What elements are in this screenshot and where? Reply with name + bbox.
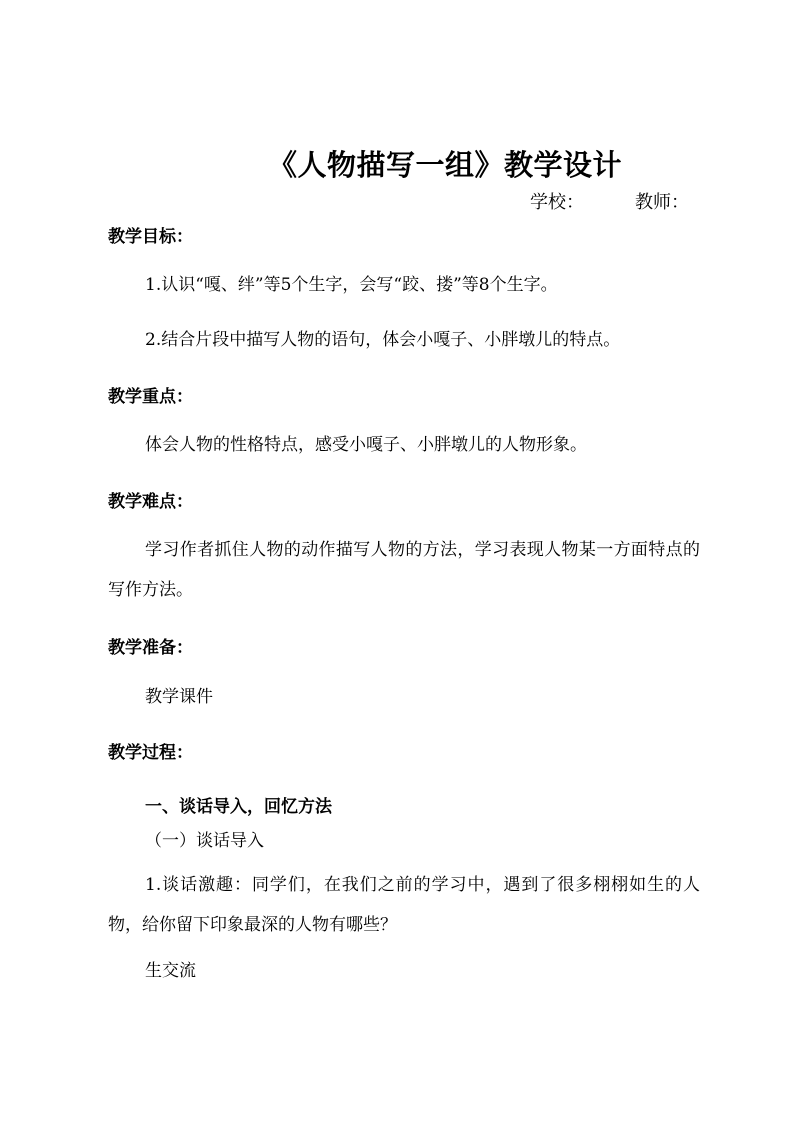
step-1-sub: （一）谈话导入 [145,831,264,851]
goals-heading: 教学目标： [108,227,193,247]
difficult-text: 学习作者抓住人物的动作描写人物的方法，学习表现人物某一方面特点的写作方法。 [108,540,700,600]
prep-heading: 教学准备： [108,638,193,658]
document-title: 《人物描写一组》教学设计 [267,148,622,182]
key-heading: 教学重点： [108,387,193,407]
step-1-response: 生交流 [145,961,196,981]
key-text: 体会人物的性格特点，感受小嘎子、小胖墩儿的人物形象。 [145,435,587,455]
step-1-heading: 一、谈话导入，回忆方法 [145,797,332,817]
step-1-item: 1.谈话激趣：同学们，在我们之前的学习中，遇到了很多栩栩如生的人物，给你留下印象最深的人物有哪些？ [108,875,700,935]
process-heading: 教学过程： [108,743,193,763]
school-label: 学校： [530,192,584,213]
teacher-label: 教师： [635,192,689,213]
goal-2: 2.结合片段中描写人物的语句，体会小嘎子、小胖墩儿的特点。 [145,330,621,350]
difficult-heading: 教学难点： [108,492,193,512]
prep-text: 教学课件 [145,687,213,707]
author-meta [530,188,689,214]
goal-1: 1.认识“嘎、绊”等5个生字，会写“跤、搂”等8个生字。 [145,275,558,295]
